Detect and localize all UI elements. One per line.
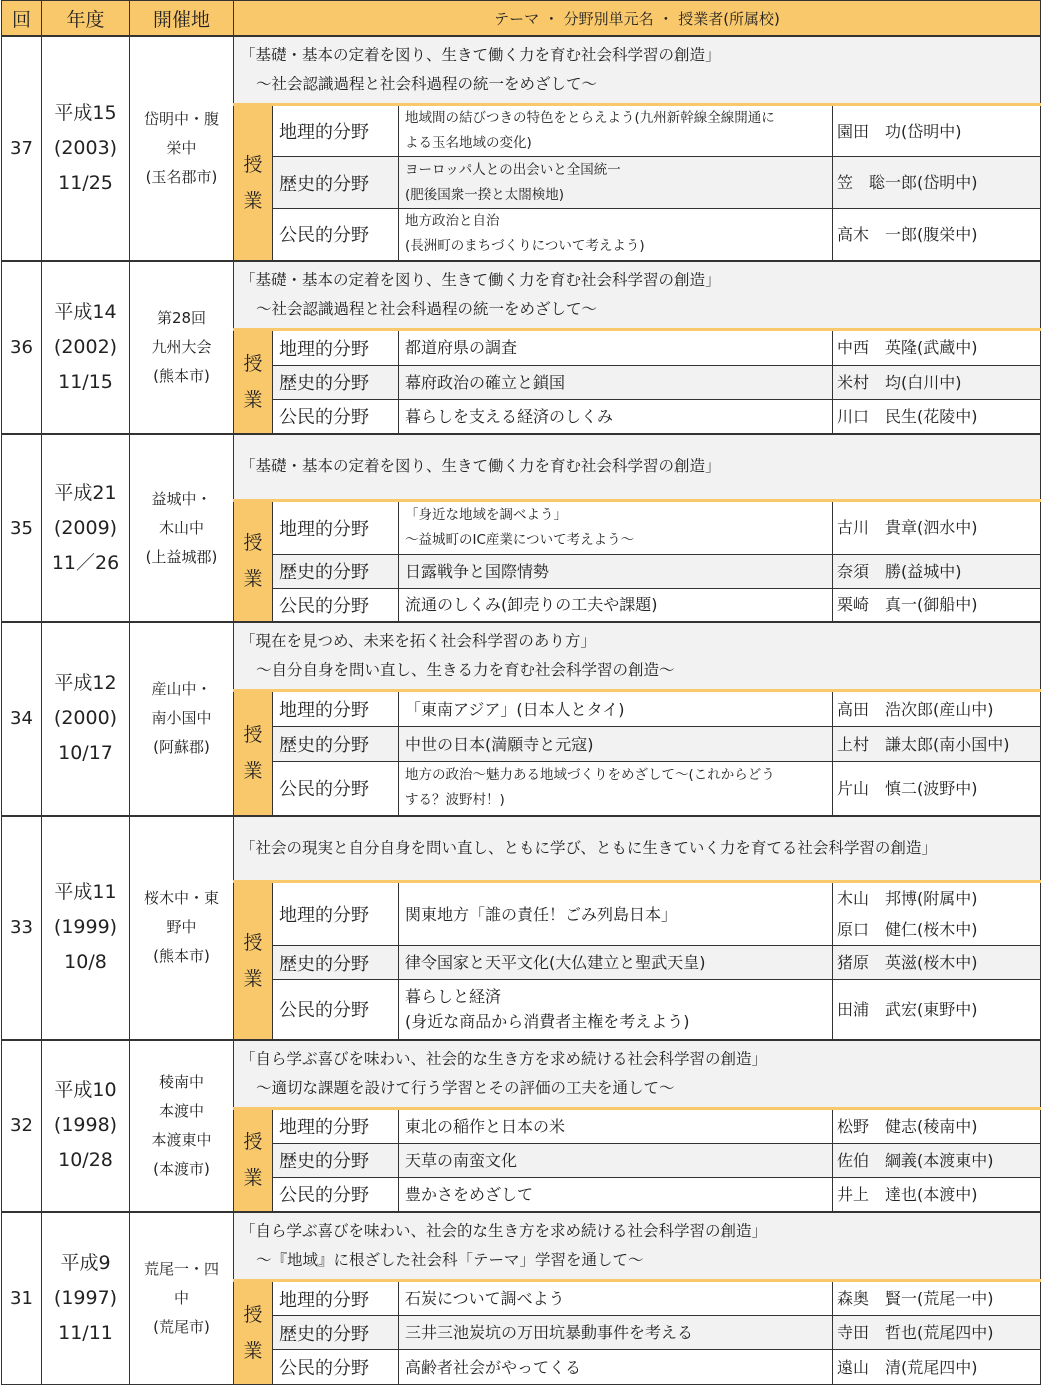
unit-line: 日露戦争と国際情勢 <box>405 561 550 581</box>
teacher-line: 原口 健仁(桜木中) <box>837 920 978 939</box>
session-theme-row <box>2 1040 1041 1109</box>
venue-line: 産山中・ <box>151 680 212 699</box>
unit-line: 「東南アジア」(日本人とタイ) <box>405 699 625 719</box>
session-year <box>42 1212 130 1385</box>
year-line: 11／26 <box>51 551 120 574</box>
lesson-teacher <box>833 554 1041 588</box>
teacher-line: 高田 浩次郎(産山中) <box>837 699 994 719</box>
session-number: 35 <box>2 434 42 622</box>
teacher-line: 古川 貴章(泗水中) <box>837 518 978 537</box>
year-line: (2009) <box>53 516 118 539</box>
lesson-label <box>234 105 273 261</box>
lesson-field: 地理的分野 <box>273 500 399 554</box>
session-year <box>42 261 130 435</box>
teacher-line: 松野 健志(稜南中) <box>837 1116 978 1136</box>
session-venue <box>130 36 234 261</box>
lesson-label-char: 業 <box>243 189 263 212</box>
theme-subtitle: ～適切な課題を設けて行う学習とその評価の工夫を通して～ <box>256 1078 675 1097</box>
session-number: 36 <box>2 261 42 435</box>
unit-line: 天草の南蛮文化 <box>405 1150 518 1170</box>
theme-subtitle: ～自分自身を問い直し、生きる力を育む社会科学習の創造～ <box>256 661 675 679</box>
lesson-field: 公民的分野 <box>273 1350 399 1385</box>
session-number: 33 <box>2 816 42 1040</box>
session-year <box>42 816 130 1040</box>
session-theme <box>234 816 1041 882</box>
year-line: (1999) <box>53 916 118 938</box>
lesson-unit <box>399 329 833 365</box>
teacher-line: 田浦 武宏(東野中) <box>837 999 978 1019</box>
venue-line: 木山中 <box>158 518 204 537</box>
year-line: 11/25 <box>58 171 113 194</box>
session-number: 32 <box>2 1040 42 1213</box>
session-venue <box>130 1212 234 1385</box>
teacher-line: 栗崎 真一(御船中) <box>837 595 978 615</box>
lesson-field: 地理的分野 <box>273 329 399 365</box>
unit-line: 流通のしくみ(卸売りの工夫や課題) <box>405 595 658 615</box>
lesson-unit <box>399 1281 833 1316</box>
lesson-teacher <box>833 329 1041 365</box>
unit-line: 東北の稲作と日本の米 <box>405 1116 566 1136</box>
theme-main: 「現在を見つめ、未来を拓く社会科学習のあり方」 <box>240 632 596 650</box>
lesson-unit <box>399 727 833 762</box>
session-theme-row <box>2 434 1041 500</box>
unit-line: 暮らしと経済 <box>405 987 502 1007</box>
theme-subtitle: ～『地域』に根ざした社会科「テーマ」学習を通して～ <box>256 1251 644 1269</box>
theme-main: 「自ら学ぶ喜びを味わい、社会的な生き方を求め続ける社会科学習の創造」 <box>240 1222 768 1240</box>
teacher-line: 園田 功(岱明中) <box>837 121 962 141</box>
unit-line: 地域間の結びつきの特色をとらえよう(九州新幹線全線開通に <box>405 110 775 126</box>
year-line: 10/8 <box>64 951 107 973</box>
teacher-line: 佐伯 綱義(本渡東中) <box>837 1150 994 1170</box>
theme-main: 「自ら学ぶ喜びを味わい、社会的な生き方を求め続ける社会科学習の創造」 <box>240 1049 768 1068</box>
unit-line: 関東地方「誰の責任！ごみ列島日本」 <box>405 904 678 924</box>
venue-line: (本渡市) <box>153 1159 210 1178</box>
lesson-label-char: 授 <box>243 532 263 555</box>
lesson-label-char: 授 <box>243 1304 263 1326</box>
lesson-teacher <box>833 588 1041 622</box>
lesson-label <box>234 1108 273 1212</box>
session-theme <box>234 36 1041 105</box>
lesson-unit <box>399 105 833 157</box>
theme-subtitle: ～社会認識過程と社会科過程の統一をめざして～ <box>256 75 598 93</box>
teacher-line: 寺田 哲也(荒尾四中) <box>837 1323 994 1342</box>
year-line: (2003) <box>53 136 118 159</box>
year-line: (1997) <box>53 1287 118 1309</box>
session-theme <box>234 261 1041 330</box>
teacher-line: 片山 慎二(波野中) <box>837 778 978 798</box>
teacher-line: 森奥 賢一(荒尾一中) <box>837 1289 994 1308</box>
year-line: 平成11 <box>54 881 117 903</box>
lesson-field: 歴史的分野 <box>273 727 399 762</box>
lesson-unit <box>399 554 833 588</box>
header-place: 開催地 <box>130 1 234 37</box>
unit-line: (長洲町のまちづくりについて考えよう) <box>405 238 645 255</box>
unit-line: 都道府県の調査 <box>405 338 518 357</box>
session-year <box>42 622 130 816</box>
lesson-unit <box>399 1177 833 1212</box>
lesson-teacher <box>833 500 1041 554</box>
lesson-label-char: 業 <box>243 388 263 411</box>
lesson-teacher <box>833 209 1041 261</box>
lesson-label <box>234 500 273 622</box>
lesson-teacher <box>833 691 1041 727</box>
lesson-label-char: 授 <box>243 931 263 954</box>
teacher-line: 米村 均(白川中) <box>837 372 962 392</box>
unit-line: 中世の日本(満願寺と元寇) <box>405 734 594 754</box>
venue-line: (熊本市) <box>153 947 210 965</box>
unit-line: 暮らしを支える経済のしくみ <box>405 406 614 426</box>
venue-line: 野中 <box>166 918 197 936</box>
lesson-unit <box>399 1316 833 1350</box>
lesson-field: 地理的分野 <box>273 882 399 946</box>
lesson-label-char: 授 <box>243 352 263 375</box>
venue-line: 第28回 <box>156 308 207 327</box>
session-theme-row <box>2 36 1041 105</box>
lesson-unit <box>399 1350 833 1385</box>
year-line: 平成15 <box>54 101 117 124</box>
lesson-unit <box>399 980 833 1040</box>
table-body <box>2 36 1041 1385</box>
unit-line: (身近な商品から消費者主権を考えよう) <box>405 1012 690 1032</box>
unit-line: 地方政治と自治 <box>405 213 500 230</box>
year-line: (1998) <box>53 1114 118 1137</box>
venue-line: 南小国中 <box>151 709 212 728</box>
lesson-field: 地理的分野 <box>273 105 399 157</box>
session-number: 34 <box>2 622 42 816</box>
unit-line: 豊かさをめざして <box>405 1184 534 1204</box>
teacher-line: 井上 達也(本渡中) <box>837 1184 978 1204</box>
venue-line: 本渡中 <box>158 1101 204 1120</box>
year-line: 10/17 <box>58 742 113 765</box>
lesson-teacher <box>833 1108 1041 1143</box>
lesson-study-table <box>1 0 1041 1385</box>
teacher-line: 猪原 英滋(桜木中) <box>837 953 978 972</box>
teacher-line: 遠山 清(荒尾四中) <box>837 1357 978 1377</box>
unit-line: 石炭について調べよう <box>405 1289 565 1308</box>
unit-line: 幕府政治の確立と鎖国 <box>405 372 566 392</box>
lesson-label-char: 授 <box>243 724 263 747</box>
year-line: 11/11 <box>58 1322 113 1344</box>
lesson-field: 地理的分野 <box>273 691 399 727</box>
lesson-teacher <box>833 365 1041 399</box>
venue-line: (上益城郡) <box>145 547 218 566</box>
theme-subtitle: ～社会認識過程と社会科過程の統一をめざして～ <box>256 299 598 318</box>
header-row <box>2 1 1041 37</box>
lesson-field: 歴史的分野 <box>273 1143 399 1177</box>
unit-line: 地方の政治～魅力ある地域づくりをめざして～(これからどう <box>405 767 775 784</box>
session-theme-row <box>2 1212 1041 1281</box>
lesson-field: 公民的分野 <box>273 762 399 816</box>
year-line: (2002) <box>53 335 118 358</box>
session-theme <box>234 434 1041 500</box>
lesson-unit <box>399 1143 833 1177</box>
year-line: (2000) <box>53 707 118 730</box>
year-line: 10/28 <box>58 1149 113 1172</box>
venue-line: (玉名郡市) <box>145 167 218 186</box>
lesson-label-char: 授 <box>243 1131 263 1154</box>
lesson-unit <box>399 399 833 434</box>
lesson-teacher <box>833 1281 1041 1316</box>
lesson-field: 公民的分野 <box>273 399 399 434</box>
venue-line: (荒尾市) <box>153 1318 210 1336</box>
lesson-unit <box>399 500 833 554</box>
unit-line: 律令国家と天平文化(大仏建立と聖武天皇) <box>405 953 706 972</box>
lesson-label <box>234 691 273 816</box>
lesson-field: 公民的分野 <box>273 588 399 622</box>
teacher-line: 川口 民生(花陵中) <box>837 406 978 426</box>
session-theme <box>234 1040 1041 1109</box>
lesson-unit <box>399 946 833 980</box>
unit-line: 高齢者社会がやってくる <box>405 1357 582 1377</box>
lesson-teacher <box>833 157 1041 209</box>
year-line: 平成14 <box>54 300 117 323</box>
session-year <box>42 434 130 622</box>
unit-line: よる玉名地域の変化) <box>405 135 532 151</box>
venue-line: (熊本市) <box>153 366 210 385</box>
teacher-line: 奈須 勝(益城中) <box>837 561 962 581</box>
lesson-teacher <box>833 105 1041 157</box>
session-venue <box>130 622 234 816</box>
year-line: 平成10 <box>54 1079 117 1102</box>
lesson-label-char: 業 <box>243 1340 263 1362</box>
lesson-label-char: 業 <box>243 1167 263 1190</box>
unit-line: ～益城町のIC産業について考えよう～ <box>405 531 635 548</box>
lesson-unit <box>399 882 833 946</box>
year-line: 平成12 <box>54 672 117 695</box>
year-line: 平成9 <box>60 1252 111 1274</box>
teacher-line: 上村 謙太郎(南小国中) <box>837 734 1010 754</box>
theme-main: 「社会の現実と自分自身を問い直し、ともに学び、ともに生きていく力を育てる社会科学習の創造」 <box>240 838 937 857</box>
session-theme-row <box>2 816 1041 882</box>
venue-line: 本渡東中 <box>151 1130 212 1149</box>
theme-main: 「基礎・基本の定着を図り、生きて働く力を育む社会科学習の創造」 <box>240 270 721 289</box>
session-venue <box>130 261 234 435</box>
lesson-teacher <box>833 1143 1041 1177</box>
session-theme-row <box>2 261 1041 330</box>
teacher-line: 木山 邦博(附属中) <box>837 889 978 908</box>
theme-main: 「基礎・基本の定着を図り、生きて働く力を育む社会科学習の創造」 <box>240 46 721 64</box>
venue-line: 中 <box>173 1289 189 1307</box>
header-kai: 回 <box>2 1 42 37</box>
teacher-line: 高木 一郎(腹栄中) <box>837 224 978 244</box>
lesson-unit <box>399 588 833 622</box>
lesson-label-char: 業 <box>243 967 263 990</box>
session-year <box>42 1040 130 1213</box>
session-year <box>42 36 130 261</box>
venue-line: 益城中・ <box>151 489 212 508</box>
lesson-teacher <box>833 1316 1041 1350</box>
lesson-unit <box>399 762 833 816</box>
lesson-field: 歴史的分野 <box>273 157 399 209</box>
lesson-field: 歴史的分野 <box>273 946 399 980</box>
lesson-field: 公民的分野 <box>273 1177 399 1212</box>
lesson-unit <box>399 365 833 399</box>
session-number: 37 <box>2 36 42 261</box>
lesson-label-char: 業 <box>243 568 263 591</box>
lesson-field: 公民的分野 <box>273 209 399 261</box>
lesson-field: 歴史的分野 <box>273 1316 399 1350</box>
venue-line: 稜南中 <box>158 1072 204 1091</box>
lesson-teacher <box>833 946 1041 980</box>
venue-line: 九州大会 <box>151 337 212 356</box>
session-venue <box>130 816 234 1040</box>
lesson-field: 歴史的分野 <box>273 365 399 399</box>
header-nendo: 年度 <box>42 1 130 37</box>
lesson-teacher <box>833 980 1041 1040</box>
session-venue <box>130 434 234 622</box>
year-line: 11/15 <box>58 370 113 393</box>
session-theme-row <box>2 622 1041 691</box>
session-number: 31 <box>2 1212 42 1385</box>
lesson-teacher <box>833 399 1041 434</box>
lesson-teacher <box>833 882 1041 946</box>
venue-line: 岱明中・腹 <box>143 109 219 128</box>
session-theme <box>234 622 1041 691</box>
lesson-label-char: 業 <box>243 760 263 783</box>
lesson-teacher <box>833 1177 1041 1212</box>
venue-line: 荒尾一・四 <box>143 1260 219 1278</box>
lesson-field: 公民的分野 <box>273 980 399 1040</box>
lesson-field: 地理的分野 <box>273 1281 399 1316</box>
lesson-unit <box>399 1108 833 1143</box>
lesson-unit <box>399 209 833 261</box>
theme-main: 「基礎・基本の定着を図り、生きて働く力を育む社会科学習の創造」 <box>240 457 721 476</box>
session-theme <box>234 1212 1041 1281</box>
teacher-line: 笠 聡一郎(岱明中) <box>837 173 978 192</box>
unit-line: ヨーロッパ人との出会いと全国統一 <box>405 161 621 178</box>
lesson-unit <box>399 157 833 209</box>
lesson-field: 地理的分野 <box>273 1108 399 1143</box>
lesson-label <box>234 329 273 434</box>
lesson-teacher <box>833 762 1041 816</box>
unit-line: 「身近な地域を調べよう」 <box>405 506 567 523</box>
lesson-field: 歴史的分野 <box>273 554 399 588</box>
lesson-unit <box>399 691 833 727</box>
lesson-teacher <box>833 1350 1041 1385</box>
teacher-line: 中西 英隆(武蔵中) <box>837 338 978 357</box>
lesson-teacher <box>833 727 1041 762</box>
venue-line: (阿蘇郡) <box>153 738 210 757</box>
unit-line: 三井三池炭坑の万田坑暴動事件を考える <box>405 1323 694 1342</box>
lesson-label-char: 授 <box>243 153 263 176</box>
unit-line: (肥後国衆一揆と太閤検地) <box>405 186 565 203</box>
header-theme: テーマ ・ 分野別単元名 ・ 授業者(所属校) <box>234 1 1041 37</box>
lesson-label <box>234 1281 273 1385</box>
unit-line: する？波野村！) <box>405 792 505 809</box>
year-line: 平成21 <box>54 481 117 504</box>
venue-line: 桜木中・東 <box>143 889 219 907</box>
venue-line: 栄中 <box>166 138 197 157</box>
lesson-label <box>234 882 273 1040</box>
session-venue <box>130 1040 234 1213</box>
